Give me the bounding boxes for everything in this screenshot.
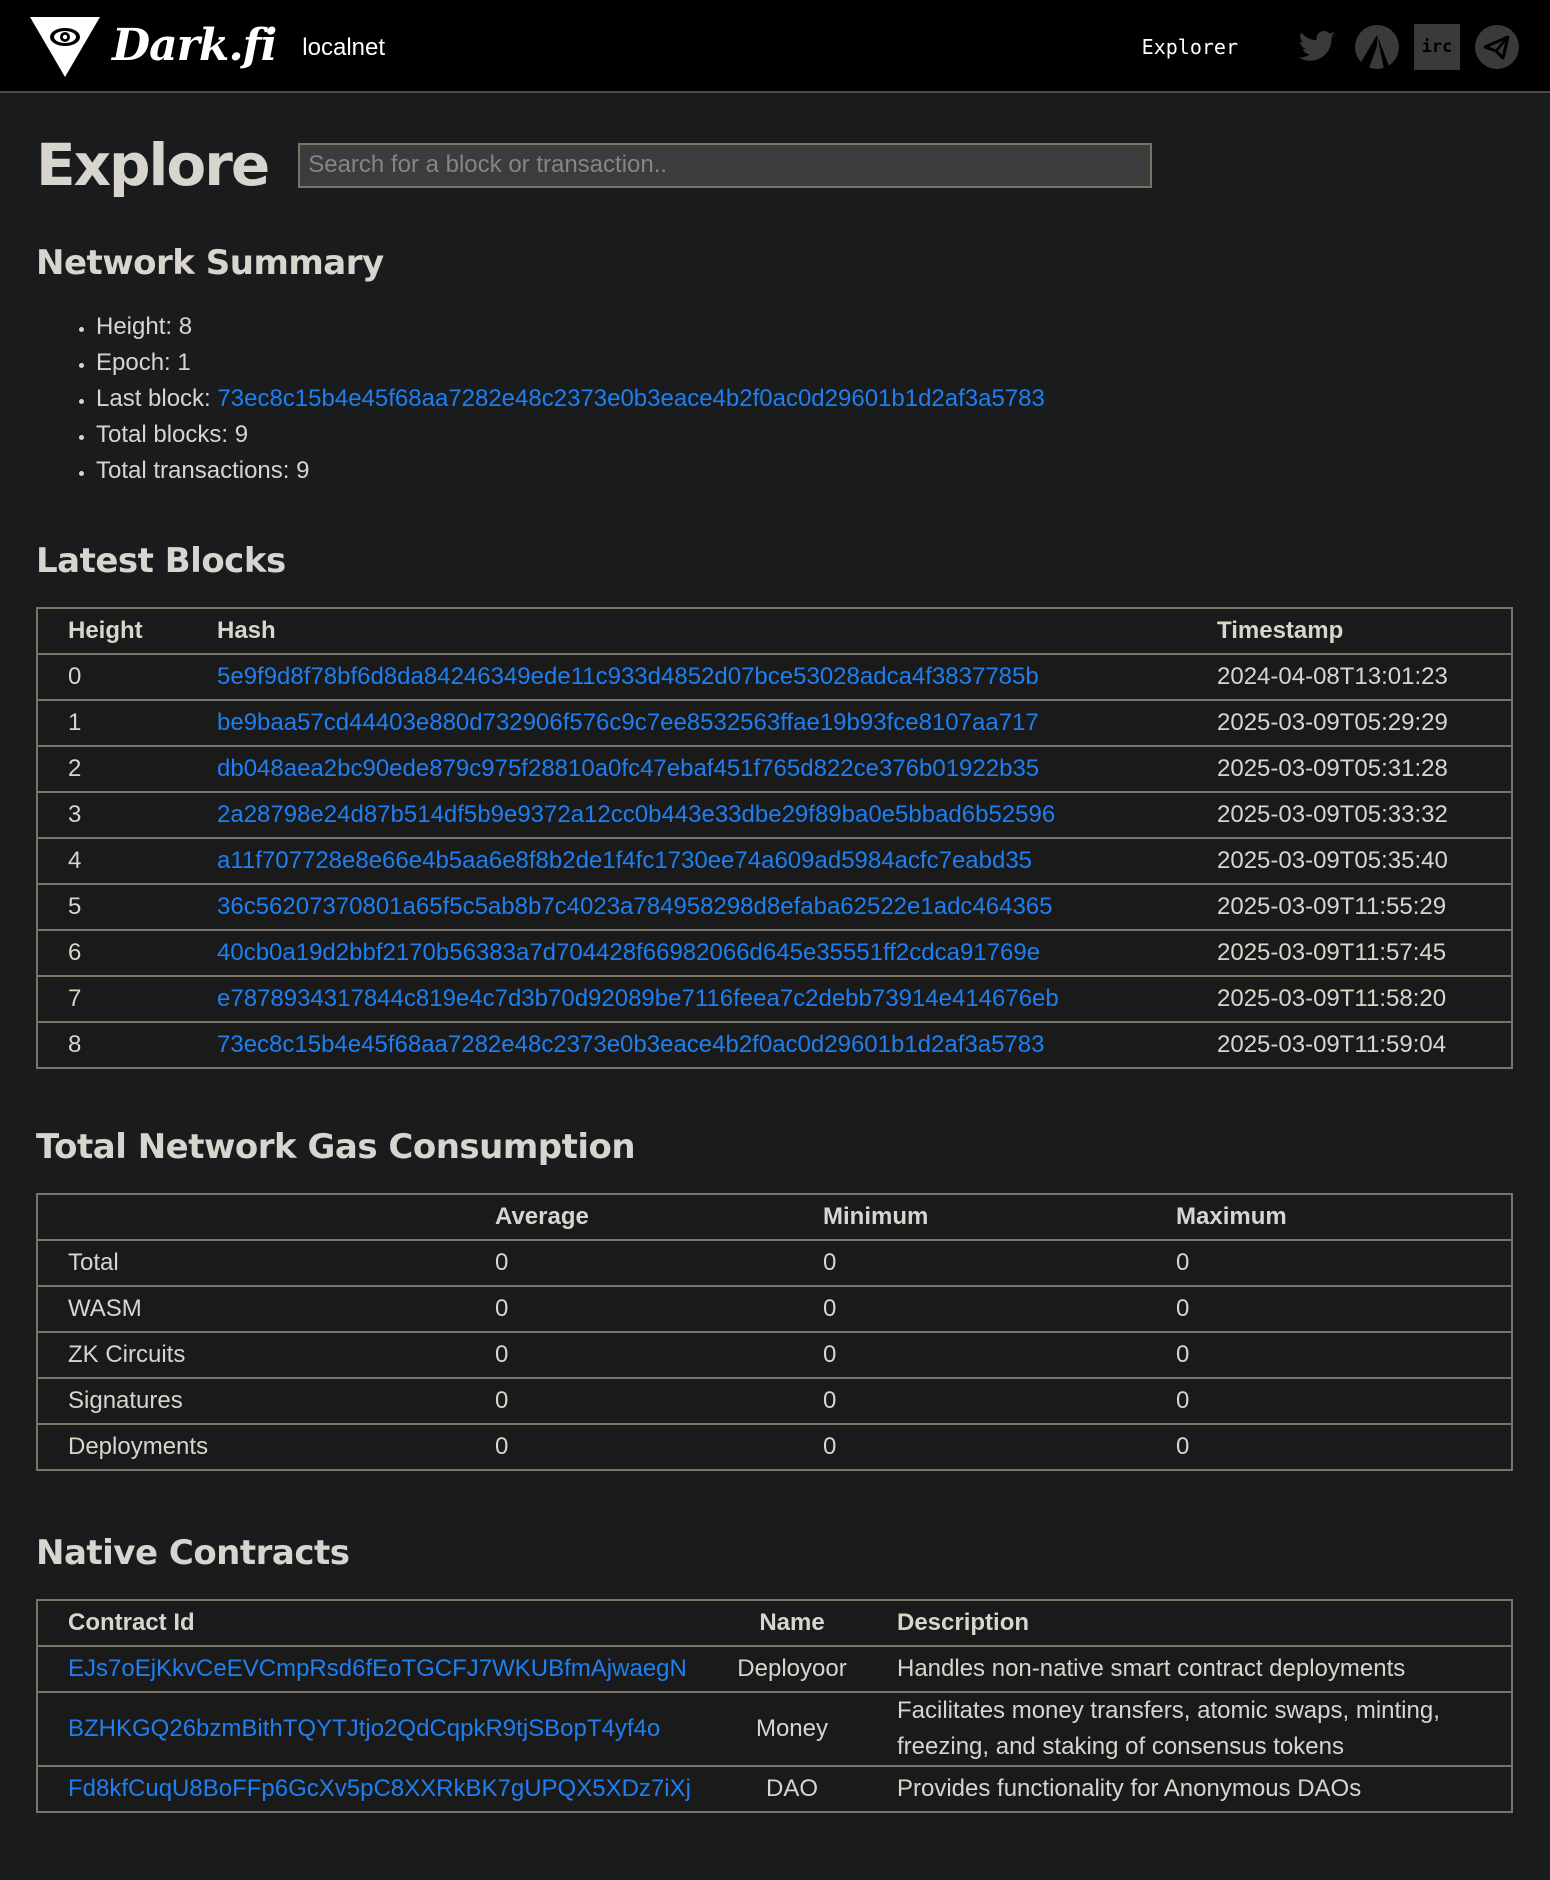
- network-summary-heading: Network Summary: [36, 243, 384, 283]
- col-contract-id: Contract Id: [68, 1609, 195, 1636]
- gas-average: 0: [465, 1286, 793, 1332]
- col-maximum: Maximum: [1176, 1203, 1287, 1230]
- table-row: [37, 838, 1512, 884]
- gas-minimum: 0: [793, 1286, 1146, 1332]
- table-row: [37, 654, 1512, 700]
- col-name: Name: [759, 1609, 825, 1636]
- gas-maximum: 0: [1146, 1424, 1512, 1470]
- table-row: [37, 884, 1512, 930]
- total-transactions-value: 9: [296, 457, 310, 484]
- table-row: [37, 700, 1512, 746]
- block-timestamp: 2025-03-09T05:31:28: [1187, 746, 1512, 792]
- native-contracts-table: [36, 1599, 1513, 1813]
- block-hash-link[interactable]: 36c56207370801a65f5c5ab8b7c4023a784958298d8efaba62522e1adc464365: [217, 893, 1053, 920]
- codeberg-icon[interactable]: [1354, 24, 1400, 70]
- col-height: Height: [68, 617, 143, 644]
- gas-maximum: 0: [1146, 1378, 1512, 1424]
- table-row: [37, 1424, 1512, 1470]
- telegram-icon[interactable]: [1474, 24, 1520, 70]
- summary-total-blocks: • Total blocks: 9: [96, 417, 1514, 453]
- contract-id-link[interactable]: EJs7oEjKkvCeEVCmpRsd6fEoTGCFJ7WKUBfmAjwaegN: [68, 1655, 687, 1682]
- gas-average: 0: [465, 1378, 793, 1424]
- block-timestamp: 2025-03-09T05:35:40: [1187, 838, 1512, 884]
- gas-average: 0: [465, 1240, 793, 1286]
- block-height: 2: [37, 746, 187, 792]
- block-hash-link[interactable]: 2a28798e24d87b514df5b9e9372a12cc0b443e33dbe29f89ba0e5bbad6b52596: [217, 801, 1056, 828]
- gas-label: Deployments: [37, 1424, 465, 1470]
- block-hash-link[interactable]: e7878934317844c819e4c7d3b70d92089be7116feea7c2debb73914e414676eb: [217, 985, 1059, 1012]
- block-height: 0: [37, 654, 187, 700]
- block-height: 4: [37, 838, 187, 884]
- gas-label: Total: [37, 1240, 465, 1286]
- gas-consumption-table: [36, 1193, 1513, 1471]
- col-average: Average: [495, 1203, 589, 1230]
- epoch-value: 1: [177, 349, 191, 376]
- table-row: [37, 1022, 1512, 1068]
- summary-height: • Height: 8: [96, 309, 1514, 345]
- contract-name: Deployoor: [717, 1646, 867, 1692]
- gas-minimum: 0: [793, 1332, 1146, 1378]
- gas-consumption-heading: Total Network Gas Consumption: [36, 1127, 636, 1167]
- table-row: [37, 930, 1512, 976]
- col-timestamp: Timestamp: [1217, 617, 1344, 644]
- gas-label: Signatures: [37, 1378, 465, 1424]
- block-height: 5: [37, 884, 187, 930]
- gas-maximum: 0: [1146, 1240, 1512, 1286]
- block-height: 1: [37, 700, 187, 746]
- latest-blocks-table: [36, 607, 1513, 1069]
- table-row: [37, 1240, 1512, 1286]
- contract-description: Provides functionality for Anonymous DAOs: [867, 1766, 1512, 1812]
- block-height: 8: [37, 1022, 187, 1068]
- table-header-row: [37, 608, 1512, 654]
- gas-minimum: 0: [793, 1378, 1146, 1424]
- gas-average: 0: [465, 1332, 793, 1378]
- block-height: 6: [37, 930, 187, 976]
- block-height: 3: [37, 792, 187, 838]
- block-hash-link[interactable]: 5e9f9d8f78bf6d8da84246349ede11c933d4852d07bce53028adca4f3837785b: [217, 663, 1039, 690]
- table-header-row: [37, 1600, 1512, 1646]
- network-name: localnet: [302, 33, 386, 61]
- twitter-icon[interactable]: [1294, 24, 1340, 70]
- table-header-row: [37, 1194, 1512, 1240]
- block-hash-link[interactable]: be9baa57cd44403e880d732906f576c9c7ee8532563ffae19b93fce8107aa717: [217, 709, 1039, 736]
- block-timestamp: 2025-03-09T11:55:29: [1187, 884, 1512, 930]
- gas-minimum: 0: [793, 1424, 1146, 1470]
- col-minimum: Minimum: [823, 1203, 929, 1230]
- gas-average: 0: [465, 1424, 793, 1470]
- brand-logo-text[interactable]: Dark.fi: [112, 20, 277, 71]
- total-blocks-value: 9: [234, 421, 249, 448]
- summary-epoch: • Epoch: 1: [96, 345, 1514, 381]
- last-block-link[interactable]: 73ec8c15b4e45f68aa7282e48c2373e0b3eace4b2f0ac0d29601b1d2af3a5783: [217, 385, 1045, 412]
- page-title: Explore: [36, 131, 269, 199]
- darkfi-eye-logo-icon[interactable]: [30, 17, 100, 77]
- block-timestamp: 2025-03-09T11:57:45: [1187, 930, 1512, 976]
- search-input[interactable]: [298, 143, 1152, 188]
- summary-total-transactions: • Total transactions: 9: [96, 453, 1514, 489]
- svg-text:irc: irc: [1421, 36, 1453, 57]
- block-hash-link[interactable]: a11f707728e8e66e4b5aa6e8f8b2de1f4fc1730ee74a609ad5984acfc7eabd35: [217, 847, 1033, 874]
- irc-icon[interactable]: [1414, 24, 1460, 70]
- col-category: [37, 1194, 465, 1240]
- gas-label: WASM: [37, 1286, 465, 1332]
- table-row: [37, 792, 1512, 838]
- table-row: [37, 1692, 1512, 1766]
- table-row: [37, 1766, 1512, 1812]
- gas-maximum: 0: [1146, 1286, 1512, 1332]
- main-content: [0, 131, 1550, 1813]
- contract-name: Money: [717, 1692, 867, 1766]
- contract-id-link[interactable]: Fd8kfCuqU8BoFFp6GcXv5pC8XXRkBK7gUPQX5XDz7iXj: [68, 1775, 691, 1802]
- latest-blocks-heading: Latest Blocks: [36, 541, 286, 581]
- table-row: [37, 1378, 1512, 1424]
- block-timestamp: 2025-03-09T11:59:04: [1187, 1022, 1512, 1068]
- block-height: 7: [37, 976, 187, 1022]
- nav-explorer-link[interactable]: Explorer: [1141, 34, 1238, 59]
- network-summary-list: [36, 309, 1514, 489]
- table-row: [37, 1332, 1512, 1378]
- block-timestamp: 2024-04-08T13:01:23: [1187, 654, 1512, 700]
- nav-right: [1142, 0, 1520, 93]
- table-row: [37, 746, 1512, 792]
- gas-maximum: 0: [1146, 1332, 1512, 1378]
- native-contracts-heading: Native Contracts: [36, 1533, 350, 1573]
- table-row: [37, 976, 1512, 1022]
- explore-row: [36, 131, 1514, 199]
- gas-minimum: 0: [793, 1240, 1146, 1286]
- block-timestamp: 2025-03-09T11:58:20: [1187, 976, 1512, 1022]
- contract-name: DAO: [717, 1766, 867, 1812]
- block-hash-link[interactable]: 40cb0a19d2bbf2170b56383a7d704428f66982066d645e35551ff2cdca91769e: [217, 939, 1041, 966]
- summary-last-block: • Last block: 73ec8c15b4e45f68aa7282e48c2373e0b3eace4b2f0ac0d29601b1d2af3a5783: [96, 381, 1514, 417]
- contract-id-link[interactable]: BZHKGQ26bzmBithTQYTJtjo2QdCqpkR9tjSBopT4yf4o: [68, 1715, 661, 1742]
- block-hash-link[interactable]: 73ec8c15b4e45f68aa7282e48c2373e0b3eace4b2f0ac0d29601b1d2af3a5783: [217, 1031, 1045, 1058]
- contract-description: Facilitates money transfers, atomic swaps, minting, freezing, and staking of consensus tokens: [867, 1692, 1512, 1766]
- height-value: 8: [178, 313, 193, 340]
- block-timestamp: 2025-03-09T05:29:29: [1187, 700, 1512, 746]
- table-row: [37, 1286, 1512, 1332]
- block-timestamp: 2025-03-09T05:33:32: [1187, 792, 1512, 838]
- col-description: Description: [897, 1609, 1030, 1636]
- col-hash: Hash: [217, 617, 276, 644]
- top-navbar: [0, 0, 1550, 93]
- block-hash-link[interactable]: db048aea2bc90ede879c975f28810a0fc47ebaf451f765d822ce376b01922b35: [217, 755, 1040, 782]
- table-row: [37, 1646, 1512, 1692]
- contract-description: Handles non-native smart contract deployments: [867, 1646, 1512, 1692]
- gas-label: ZK Circuits: [37, 1332, 465, 1378]
